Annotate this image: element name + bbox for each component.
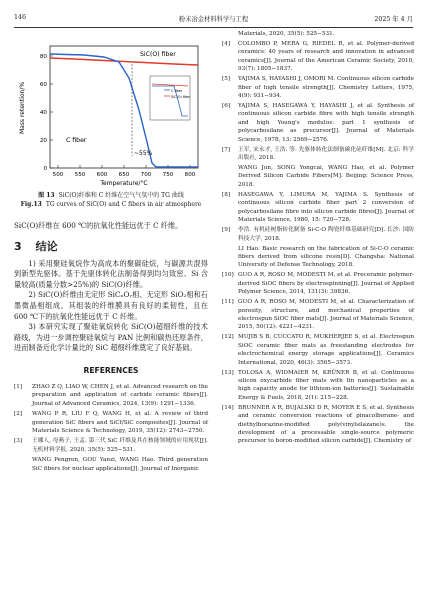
reference-item — [14, 456, 208, 473]
x-tick-label: 750 — [162, 172, 174, 178]
reference-item — [222, 191, 414, 225]
reference-item — [14, 383, 208, 408]
reference-item — [222, 333, 414, 367]
x-tick-label: 650 — [118, 172, 130, 178]
y-tick-label: 40 — [39, 110, 47, 116]
reference-text: WANG P R, LIU F Q, WANG H, et al. A review of third generation SiC fibers and SiCf/SiC composites[J]. Journal of Materials Science & Technology, 2019, 35(12): 2743−2750. — [32, 411, 208, 434]
reference-item — [222, 245, 414, 270]
reference-number: [7] — [222, 146, 231, 153]
reference-number: [3] — [14, 438, 23, 445]
reference-list-right — [222, 40, 414, 446]
x-axis-label: Temperature/°C — [100, 180, 148, 187]
reference-item — [222, 40, 414, 74]
reference-number: [5] — [222, 76, 231, 83]
conclusion-1: 1) 采用聚硅氧烷作为高成本的聚碳硅烷，与碳源共混得到新型先驱体。基于先驱体转化法制备得到均匀致密、Si 含量较高(质量分数>25%)的 SiC(O)纤维。 — [14, 258, 208, 289]
y-ticks — [40, 54, 53, 172]
conclusion-2: 2) SiC(O)纤维由无定形 SiCₓOᵧ相、无定形 SiO₂相和石墨微晶相组成。其组装的纤维膜具有良好的柔韧性，且在 600 ℃下的抗氧化性能远优于 C 纤维。 — [14, 290, 208, 321]
section-title: 结论 — [35, 239, 58, 253]
reference-item — [222, 164, 414, 189]
references-heading: REFERENCES — [83, 365, 139, 375]
figure-caption — [14, 192, 208, 209]
x-tick-label: 800 — [184, 172, 196, 178]
reference-number: [11] — [222, 299, 234, 306]
caption-text-en: TG curves of SiC(O) and C fibers in air atmosphere — [45, 200, 202, 208]
issue-date: 2025 年 4 月 — [374, 16, 413, 23]
y-tick-label: 60 — [39, 82, 47, 88]
reference-item — [14, 410, 208, 435]
reference-item — [222, 271, 414, 296]
reference-number — [222, 164, 238, 189]
reference-item — [14, 437, 208, 454]
reference-item — [222, 146, 414, 163]
inset-legend-sic: SiC(O) fiber — [171, 95, 191, 99]
reference-text: YAJIMA S, HASEGAWA Y, HAYASHI J, et al. Synthesis of continuous silicon carbide fibre with high tensile strength and high Young's modulus: part 1 synthesis of polycarbosilane as precursor[J]. Journal of Materials Science, 1978, 13: 2569−2576. — [238, 103, 414, 143]
x-tick-label: 700 — [140, 172, 152, 178]
reference-item — [222, 369, 414, 403]
reference-number: [2] — [14, 411, 23, 418]
reference-text: ZHAO Z Q, LIAO W, CHEN J, et al. Advanced research on the preparation and application of carbide ceramic fibers[J]. Journal of Advanced Ceramics, 2024, 13(9): 1291−1336. — [32, 383, 208, 407]
sic-curve — [50, 58, 198, 65]
reference-text: GUO A R, ROSO M, MODESTI M, et al. Characterization of porosity, structure, and mechanical properties of electrospun SiOC fiber mats[J]. Journal of Materials Science, 2015, 50(12): 4221−4231. — [238, 299, 414, 331]
reference-text: GUO A R, ROSO M, MODESTI M, et al. Preceramic polymer-derived SiOC fibers by electrospinning[J]. Journal of Applied Polymer Science, 2014, 131(3): 39836. — [238, 272, 414, 296]
reference-number — [14, 456, 32, 473]
reference-number: [4] — [222, 41, 231, 47]
reference-continuation — [222, 30, 414, 38]
reference-text: LI Hao. Basic research on the fabrication of Si-C-O ceramic fibers derived from silicone resin[D]. Changsha: National University of Defense Technology, 2018. — [238, 245, 414, 269]
reference-text: WANG Jun, SONG Yongcai, WANG Hao, et al. Polymer Derived Silicon Carbide Fibers[M]. Beijing: Science Press, 2018. — [238, 165, 414, 188]
y-axis-label: Mass retention/% — [19, 81, 26, 135]
reference-text: 李浩. 有机硅树脂转化制备 Si-C-O 陶瓷纤维基础研究[D]. 长沙: 国防科技大学, 2018. — [238, 227, 414, 242]
caption-number-en: Fig.13 — [20, 200, 42, 208]
reference-text: COLOMBO P, MERA G, RIEDEL R, et al. Polymer-derived ceramics: 40 years of research and innovation in advanced ceramics[J]. Journal of the American Ceramic Society, 2010, 93(7): 1805−1837. — [238, 41, 414, 73]
c-fiber-label: C fiber — [66, 137, 87, 144]
tg-figure — [14, 30, 208, 190]
x-tick-label: 600 — [96, 172, 108, 178]
right-column — [222, 30, 414, 447]
page-number: 146 — [14, 14, 27, 21]
reference-text: Materials, 2020, 35(5): 525−531. — [238, 31, 335, 37]
reference-item — [222, 404, 414, 446]
y-tick-label: 20 — [39, 138, 47, 144]
reference-number: [13] — [222, 369, 234, 376]
left-column — [14, 30, 208, 475]
reference-item — [222, 298, 414, 332]
reference-text: 王娜人, 母燕子, 王孟. 第三代 SiC 纤维及其在核能领域的应用现状[J]. 无机材料学报, 2020, 35(5): 525−531. — [32, 438, 208, 453]
section-number: 3 — [14, 239, 22, 253]
reference-number: [1] — [14, 383, 23, 390]
header-rule — [14, 27, 413, 28]
reference-item — [222, 102, 414, 144]
reference-number: [12] — [222, 334, 234, 341]
body-paragraph: SiC(O)纤维在 600 ℃的抗氧化性能远优于 C 纤维。 — [14, 221, 183, 230]
reference-number: [6] — [222, 103, 231, 110]
sic-label: SiC(O) fiber — [140, 51, 176, 58]
y-tick-label: 80 — [39, 54, 47, 60]
running-header — [14, 14, 413, 26]
reference-list-left — [14, 383, 208, 473]
reference-text: BRUNNER A R, BUJALSKI D R, MOYER E S, et al. Synthesis and ceramic conversion reactions of pinacolborane- and diethylborazine-modified poly(vinylsilazane)s. the development of a processable single-source polymeric precursor to boron-modified silicon carbide[J]. Chemistry of — [238, 404, 414, 445]
conclusion-3: 3) 本研究实现了聚硅氧烷转化 SiC(O)超细纤维的技术路线，为进一步调控聚硅氧烷与 PAN 比例和碳热还原条件，进而制备近化学计量比的 SiC 超细纤维奠定了良好基础。 — [14, 322, 208, 353]
x-tick-label: 550 — [74, 172, 86, 178]
reference-item — [222, 226, 414, 243]
retention-gap-label: ~55% — [134, 150, 153, 157]
tg-chart — [14, 30, 208, 190]
reference-item — [222, 75, 414, 100]
section-heading — [14, 239, 208, 253]
reference-number: [9] — [222, 227, 231, 234]
y-tick-label: 0 — [43, 166, 47, 172]
reference-number: [8] — [222, 191, 231, 198]
reference-text: TOLOSA A, WIDMAIER M, KRÜNER B, et al. Continuous silicon oxycarbide fiber mats with tin nanoparticles as a high capacity anode for lithium-ion batteries[J]. Sustainable Energy & Fuels, 2018, 2(1): 215−228. — [238, 369, 414, 401]
caption-text-cn: SiC(O)纤维和 C 纤维在空气气氛中的 TG 曲线 — [58, 192, 184, 199]
reference-number: [14] — [222, 404, 234, 411]
reference-text: HASEGAWA Y, LIMURA M, YAJIMA S. Synthesis of continuous silicon carbide fiber part 2 conversion of polycarbosilane fibre into silicon carbide fibres[J]. Journal of Materials Science, 1980, 15: 720−728. — [238, 191, 414, 224]
x-tick-label: 500 — [52, 172, 64, 178]
journal-name: 粉末冶金材料科学与工程 — [178, 16, 249, 23]
reference-number: [10] — [222, 272, 234, 279]
reference-text: MUJIB S B, CUCCATO R, MUKHERJEE S, et al. Electrospun SiOC ceramic fiber mats as freestanding electrodes for electrochemical energy storage applications[J]. Ceramics International, 2020, 46(3): 3565−3573. — [238, 334, 414, 366]
reference-text: YAJIMA S, HAYASHI J, OMORI M. Continuous silicon carbide fiber of high tensile strength[J]. Chemistry Letters, 1975, 4(9): 931−934. — [238, 76, 414, 100]
reference-text: WANG Pengren, GOU Yanzi, WANG Hao. Third generation SiC fibers for nuclear applications[J]. Journal of Inorganic — [32, 457, 208, 472]
inset-legend-c: C fiber — [171, 89, 183, 93]
reference-number — [222, 245, 238, 270]
reference-text: 王军, 宋永才, 王浩. 等. 先驱体转化法制备碳化硅纤维[M]. 北京: 科学出版社, 2018. — [238, 146, 414, 162]
caption-number: 图 13 — [38, 192, 55, 199]
